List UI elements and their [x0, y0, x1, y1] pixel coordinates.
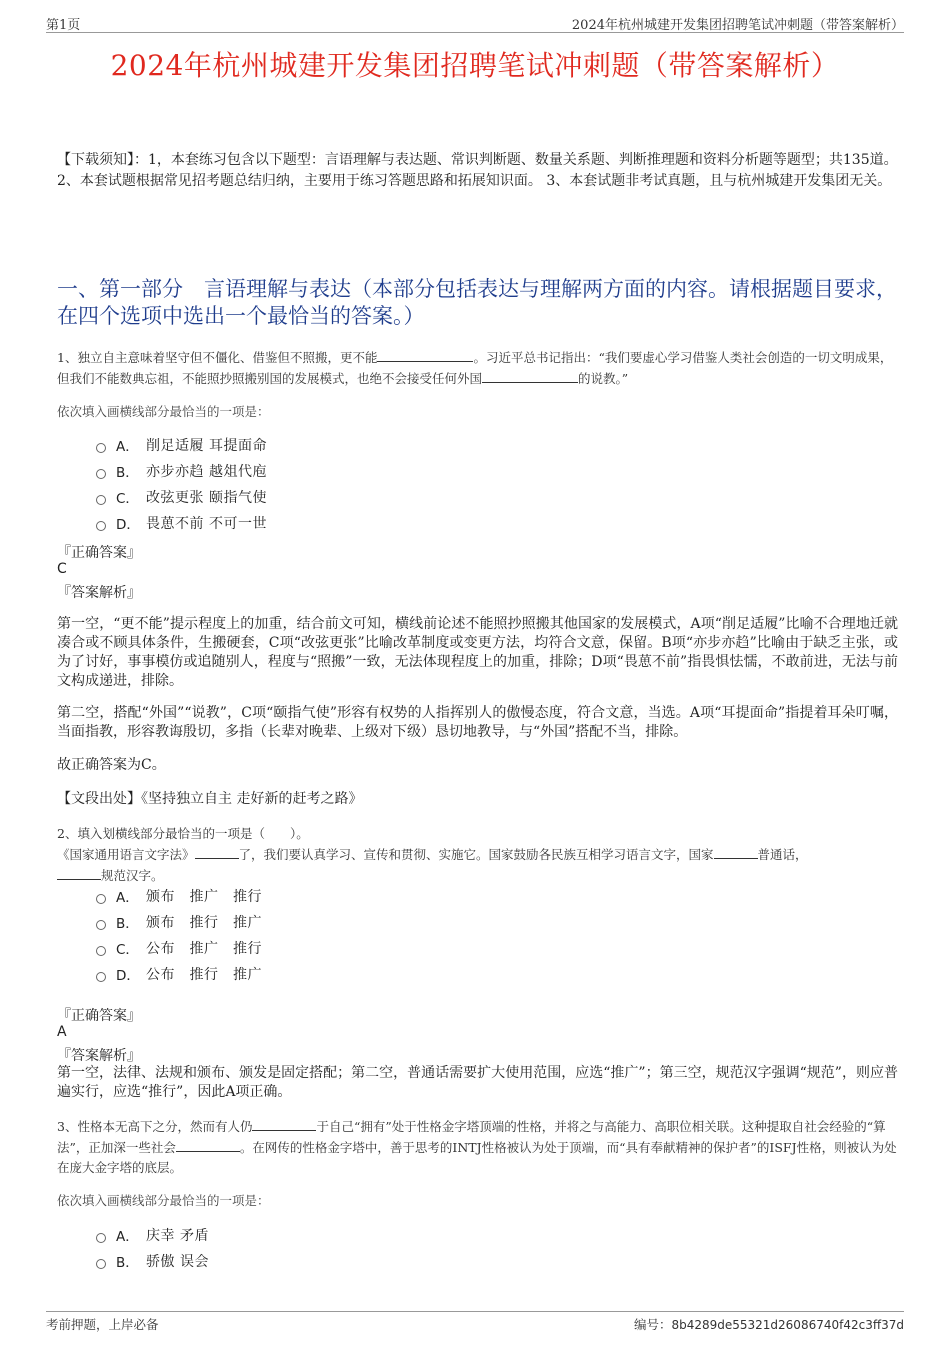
page-footer — [46, 1311, 904, 1332]
analysis-paragraph: 第一空，法律、法规和颁布、颁发是固定搭配；第二空，普通话需要扩大使用范围，应选“推广”；第三空，规范汉字强调“规范”，则应普遍实行，应选“推行”，因此A项正确。 — [57, 1065, 898, 1100]
radio-icon[interactable] — [96, 521, 106, 531]
radio-icon[interactable] — [96, 1233, 106, 1243]
radio-icon[interactable] — [96, 469, 106, 479]
question-1-options — [96, 432, 267, 536]
analysis-label: 『答案解析』 — [57, 1048, 141, 1064]
question-1-text: 1、独立自主意味着坚守但不僵化、借鉴但不照搬，更不能 。习近平总书记指出：“我们要虚心学习借鉴人类社会创造的一切文明成果，但我们不能数典忘祖，不能照抄照搬别国的发展模式，也绝不会接受任何外国 的说教。” — [57, 347, 900, 389]
radio-icon[interactable] — [96, 443, 106, 453]
header-title: 2024年杭州城建开发集团招聘笔试冲刺题（带答案解析） — [571, 18, 904, 33]
fill-blank — [377, 347, 473, 362]
radio-icon[interactable] — [96, 946, 106, 956]
question-3-prompt: 依次填入画横线部分最恰当的一项是： — [57, 1193, 270, 1208]
answer-label: 『正确答案』 — [57, 545, 141, 561]
option-b[interactable]: B． 亦步亦趋 越俎代庖 — [96, 458, 267, 484]
document-title: 2024年杭州城建开发集团招聘笔试冲刺题（带答案解析） — [110, 49, 840, 82]
question-1-prompt: 依次填入画横线部分最恰当的一项是： — [57, 404, 270, 419]
footer-code: 编号：8b4289de55321d26086740f42c3ff37d — [633, 1317, 904, 1332]
source-citation: 【文段出处】《坚持独立自主 走好新的赶考之路》 — [57, 791, 363, 807]
question-3-text: 3、性格本无高下之分，然而有人仍 于自己“拥有”处于性格金字塔顶端的性格，并将之与高能力、高职位相关联。这种提取自社会经验的“算法”，正加深一些社会 。在网传的性格金字塔中，善于思考的INTJ性格被认为处于顶端，而“具有奉献精神的保护者”的ISFJ性格，则被认为处在庞大金字塔的底层。 — [57, 1116, 900, 1178]
analysis-conclusion: 故正确答案为C。 — [57, 757, 166, 773]
footer-slogan: 考前押题，上岸必备 — [46, 1317, 159, 1332]
radio-icon[interactable] — [96, 920, 106, 930]
analysis-paragraph-2: 第二空，搭配“外国”“说教”，C项“颐指气使”形容有权势的人指挥别人的傲慢态度，符合文意，当选。A项“耳提面命”指提着耳朵叮嘱，当面指教，形容教诲殷切，多指（长辈对晚辈、上级对下级）恳切地教导，与“外国”搭配不当，排除。 — [57, 705, 898, 740]
analysis-paragraph-1: 第一空，“更不能”提示程度上的加重，结合前文可知，横线前论述不能照抄照搬其他国家的发展模式，A项“削足适履”比喻不合理地迁就凑合或不顾具体条件，生搬硬套，C项“改弦更张”比喻改革制度或变更方法，均符合文意，保留。B项“亦步亦趋”比喻由于缺乏主张，或为了讨好，事事模仿或追随别人，程度与“照搬”一致，无法体现程度上的加重，排除；D项“畏葸不前”指畏惧怯懦，不敢前进，无法与前文构成递进，排除。 — [57, 616, 898, 689]
radio-icon[interactable] — [96, 894, 106, 904]
option-a[interactable]: A． 庆幸 矛盾 — [96, 1222, 209, 1248]
section-heading: 一、第一部分 言语理解与表达（本部分包括表达与理解两方面的内容。请根据题目要求，在四个选项中选出一个最恰当的答案。） — [57, 277, 897, 328]
question-2-options — [96, 883, 262, 987]
option-b[interactable]: B． 颁布 推行 推广 — [96, 909, 262, 935]
fill-blank — [176, 1137, 240, 1152]
fill-blank — [252, 1116, 316, 1131]
fill-blank — [57, 865, 101, 880]
radio-icon[interactable] — [96, 1259, 106, 1269]
option-d[interactable]: D． 公布 推行 推广 — [96, 961, 262, 987]
download-notice: 【下载须知】：1，本套练习包含以下题型：言语理解与表达题、常识判断题、数量关系题、判断推理题和资料分析题等题型；共135道。 2、本套试题根据常见招考题总结归纳，主要用于练习答题思路和拓展知识面。 3、本套试题非考试真题，且与杭州城建开发集团无关。 — [57, 152, 898, 189]
question-2-stem: 2、填入划横线部分最恰当的一项是（ ）。 — [57, 826, 309, 841]
fill-blank — [482, 368, 578, 383]
option-a[interactable]: A． 削足适履 耳提面命 — [96, 432, 267, 458]
answer-value: A — [57, 1024, 67, 1040]
analysis-label: 『答案解析』 — [57, 585, 141, 601]
option-a[interactable]: A． 颁布 推广 推行 — [96, 883, 262, 909]
fill-blank — [714, 844, 758, 859]
option-b[interactable]: B． 骄傲 误会 — [96, 1248, 209, 1274]
fill-blank — [195, 844, 239, 859]
radio-icon[interactable] — [96, 972, 106, 982]
question-2-text: 《国家通用语言文字法》 了，我们要认真学习、宣传和贯彻、实施它。国家鼓励各民族互相学习语言文字，国家 普通话，规范汉字。 — [57, 844, 832, 886]
page-header — [46, 14, 904, 33]
option-c[interactable]: C． 公布 推广 推行 — [96, 935, 262, 961]
radio-icon[interactable] — [96, 495, 106, 505]
answer-value: C — [57, 561, 67, 577]
option-c[interactable]: C． 改弦更张 颐指气使 — [96, 484, 267, 510]
option-d[interactable]: D． 畏葸不前 不可一世 — [96, 510, 267, 536]
page-number: 第1页 — [46, 18, 81, 33]
question-3-options — [96, 1222, 209, 1274]
answer-label: 『正确答案』 — [57, 1008, 141, 1024]
